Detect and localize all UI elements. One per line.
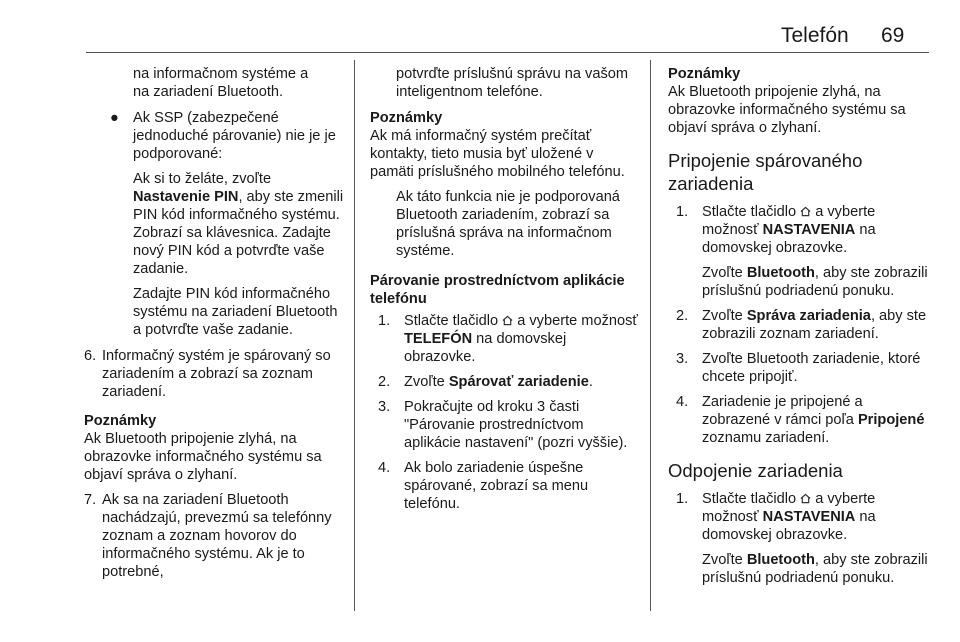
note-indented: Ak táto funkcia nie je podporovaná Bluetooth zariadením, zobrazí sa príslušná správa na informačnom systéme. (396, 189, 620, 259)
step-item: 4. Ak bolo zariadenie úspešne spárované, zobrazí sa menu telefónu. (378, 460, 589, 512)
paragraph: Zadajte PIN kód informačného systému na zariadení Bluetooth a potvrďte vaše zadanie. (133, 286, 338, 338)
bullet-icon: ● (110, 110, 119, 126)
page-header (86, 22, 929, 53)
continued-text: na informačnom systéme a na zariadení Bluetooth. (133, 66, 309, 100)
step-item: 7. Ak sa na zariadení Bluetooth nachádzajú, prevezmú sa telefónny zoznam a zoznam hovorov do informačného systému. Ak je to potrebné, (84, 492, 332, 580)
note-text: Ak má informačný systém prečítať kontakty, tieto musia byť uložené v pamäti príslušného mobilného telefónu. (370, 128, 625, 180)
column-divider (650, 60, 651, 611)
bullet-item: ● Ak SSP (zabezpečené jednoduché párovanie) nie je je podporované: (110, 110, 336, 162)
column-3 (668, 65, 930, 594)
page-number: 69 (881, 24, 905, 47)
step-item: 6. Informačný systém je spárovaný so zariadením a zobrazí sa zoznam zariadení. (84, 348, 331, 400)
step-item: 1. Stlačte tlačidlo a vyberte možnosť TELEFÓN na domovskej obrazovke. (378, 313, 638, 365)
step-paragraph: Zvoľte Bluetooth, aby ste zobrazili príslušnú podriadenú ponuku. (702, 265, 928, 299)
note-text: Ak Bluetooth pripojenie zlyhá, na obrazovke informačného systému sa objaví správa o zlyhaní. (668, 84, 906, 136)
step-item: 1. Stlačte tlačidlo a vyberte možnosť NASTAVENIA na domovskej obrazovke. (676, 491, 876, 543)
home-icon (502, 315, 513, 326)
step-paragraph: Zvoľte Bluetooth, aby ste zobrazili príslušnú podriadenú ponuku. (702, 552, 928, 586)
paragraph: Ak si to želáte, zvoľte Nastavenie PIN, aby ste zmenili PIN kód informačného systému. Zobrazí sa klávesnica. Zadajte nový PIN kód a potvrďte vaše zadanie. (133, 171, 344, 277)
step-item: 1. Stlačte tlačidlo a vyberte možnosť NASTAVENIA na domovskej obrazovke. (676, 204, 876, 256)
step-item: 2. Zvoľte Správa zariadenia, aby ste zobrazili zoznam zariadení. (676, 308, 927, 342)
home-icon (800, 493, 811, 504)
subsection-heading: Párovanie prostredníctvom aplikácie telefónu (370, 273, 625, 307)
step-item: 4. Zariadenie je pripojené a zobrazené v rámci poľa Pripojené zoznamu zariadení. (676, 394, 925, 446)
step-item: 3. Zvoľte Bluetooth zariadenie, ktoré chcete pripojiť. (676, 351, 921, 385)
column-2 (370, 65, 640, 520)
note-title: Poznámky (668, 66, 741, 82)
note-title: Poznámky (370, 110, 443, 126)
section-heading: Odpojenie zariadenia (668, 460, 843, 481)
column-1 (84, 65, 348, 588)
step-item: 2. Zvoľte Spárovať zariadenie. (378, 374, 593, 390)
section-heading: Pripojenie spárovaného zariadenia (668, 150, 863, 194)
note-title: Poznámky (84, 413, 157, 429)
home-icon (800, 206, 811, 217)
column-divider (354, 60, 355, 611)
setting-name: Nastavenie PIN (133, 189, 239, 205)
page-title: Telefón (781, 24, 849, 47)
note-text: Ak Bluetooth pripojenie zlyhá, na obrazovke informačného systému sa objaví správa o zlyhaní. (84, 431, 322, 483)
step-item: 3. Pokračujte od kroku 3 časti "Párovanie prostredníctvom aplikácie nastavení" (pozri vyššie). (378, 399, 628, 451)
continued-text: potvrďte príslušnú správu na vašom inteligentnom telefóne. (396, 66, 629, 100)
